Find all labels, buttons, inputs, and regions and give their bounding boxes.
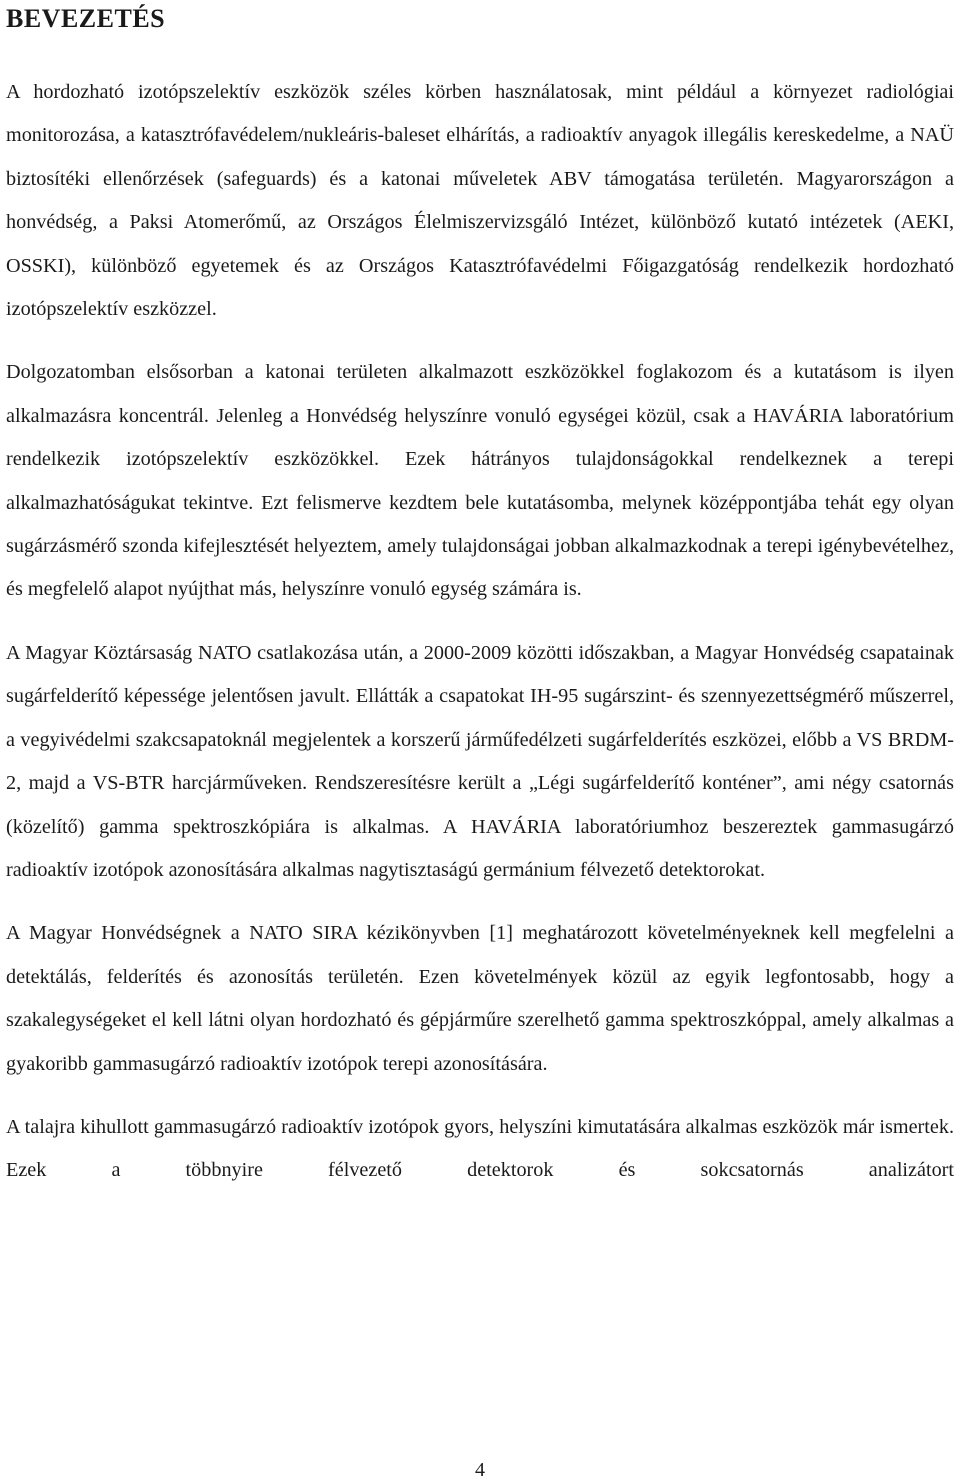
paragraph-intro: A hordozható izotópszelektív eszközök széles körben használatosak, mint például a környezet radiológiai monitorozása, a katasztrófavédelem/nukleáris-baleset elhárítás, a radioaktív anyagok illegális kereskedelme, a NAÜ biztosítéki ellenőrzések (safeguards) és a katonai műveletek ABV támogatása területén. Magyarországon a honvédség, a Paksi Atomerőmű, az Országos Élelmiszervizsgáló Intézet, különböző kutató intézetek (AEKI, OSSKI), különböző egyetemek és az Országos Katasztrófavédelmi Főigazgatóság rendelkezik hordozható izotópszelektív eszközzel. xyxy=(6,81,954,321)
paragraph-research-focus: Dolgozatomban elsősorban a katonai területen alkalmazott eszközökkel foglakozom és a kutatásom is ilyen alkalmazásra koncentrál. Jelenleg a Honvédség helyszínre vonuló egységei közül, csak a HAVÁRIA laboratórium rendelkezik izotópszelektív eszközökkel. Ezek hátrányos tulajdonságokkal rendelkeznek a terepi alkalmazhatóságukat tekintve. Ezt felismerve kezdtem bele kutatásomba, melynek középpontjába tehát egy olyan sugárzásmérő szonda kifejlesztését helyeztem, amely tulajdonságai jobban alkalmazkodnak a terepi igénybevételhez, és megfelelő alapot nyújthat más, helyszínre vonuló egység számára is. xyxy=(6,361,954,601)
section-heading: BEVEZETÉS xyxy=(6,4,166,33)
document-page xyxy=(6,0,954,1193)
paragraph-fallout-detection: A talajra kihullott gammasugárzó radioaktív izotópok gyors, helyszíni kimutatására alkalmas eszközök már ismertek. Ezek a többnyire félvezető detektorok és sokcsatornás analizátort xyxy=(6,1115,954,1182)
page-number: 4 xyxy=(475,1459,485,1481)
paragraph-nato-history: A Magyar Köztársaság NATO csatlakozása után, a 2000-2009 közötti időszakban, a Magyar Honvédség csapatainak sugárfelderítő képessége jelentősen javult. Ellátták a csapatokat IH-95 sugárszint- és szennyezettségmérő műszerrel, a vegyivédelmi szakcsapatoknál megjelentek a korszerű járműfedélzeti sugárfelderítés eszközei, előbb a VS BRDM-2, majd a VS-BTR harcjárműveken. Rendszeresítésre került a „Légi sugárfelderítő konténer”, ami négy csatornás (közelítő) gamma spektroszkópiára is alkalmas. A HAVÁRIA laboratóriumhoz beszereztek gammasugárzó radioaktív izotópok azonosítására alkalmas nagytisztaságú germánium félvezető detektorokat. xyxy=(6,641,954,881)
paragraph-sira-requirements: A Magyar Honvédségnek a NATO SIRA kézikönyvben [1] meghatározott követelményeknek kell megfelelni a detektálás, felderítés és azonosítás területén. Ezen követelmények közül az egyik legfontosabb, hogy a szakalegységeket el kell látni olyan hordozható és gépjárműre szerelhető gamma spektroszkóppal, amely alkalmas a gyakoribb gammasugárzó radioaktív izotópok terepi azonosítására. xyxy=(6,922,954,1075)
